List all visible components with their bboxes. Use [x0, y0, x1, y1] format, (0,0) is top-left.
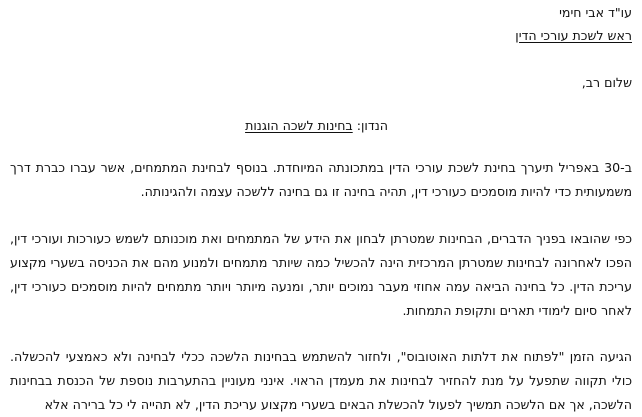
- subject-text: בחינות לשכה הוגנות: [245, 118, 353, 133]
- greeting: שלום רב,: [581, 75, 632, 90]
- paragraph-1: ב-30 באפריל תיערך בחינת לשכת עורכי הדין במתכונתה המיוחדת. בנוסף לבחינת המתמחים, אשר עברו כברת דרך משמעותית כדי להיות מוסמכים כעורכי דין, תהיה בחינה זו גם בחינה ללשכה עצמה ולהגינותה.: [10, 160, 632, 199]
- recipient-name: עו"ד אבי חימי: [559, 5, 632, 20]
- recipient-title: ראש לשכת עורכי הדין: [515, 28, 632, 43]
- paragraph-2: כפי שהובאו בפניך הדברים, הבחינות שמטרתן לבחון את הידע של המתמחים ואת מוכנותם לשמש כעורכות ועורכי דין, הפכו לאחרונה לבחינות שמטרתן המרכזית הינה להכשיל כמה שיותר מתמחים ולמנוע מהם את הכניסה בשערי מקצוע עריכת הדין. כל בחינה הביאה עמה אחוזי מעבר נמוכים יותר, ומנעה מיותר ויותר מתמחים להיות מוסמכים כעורכי דין, לאחר סיום לימודי תארים ותקופת התמחות.: [10, 231, 632, 318]
- subject-line: [245, 117, 388, 135]
- subject-label: הנדון:: [356, 118, 388, 133]
- paragraph-3: הגיעה הזמן "לפתוח את דלתות האוטובוס", ולחזור להשתמש בבחינות הלשכה ככלי לבחינה ולא כאמצעי להכשלה. כולי תקווה שתפעל על מנת להחזיר לבחינות את מעמדן הראוי. אינני מעוניין בהתערבות נוספת של הכנסת בבחינות הלשכה, אך אם הלשכה תמשיך לפעול להכשלת הבאים בשערי מקצוע עריכת הדין, לא תהייה לי כל ברירה אלא: [10, 349, 632, 412]
